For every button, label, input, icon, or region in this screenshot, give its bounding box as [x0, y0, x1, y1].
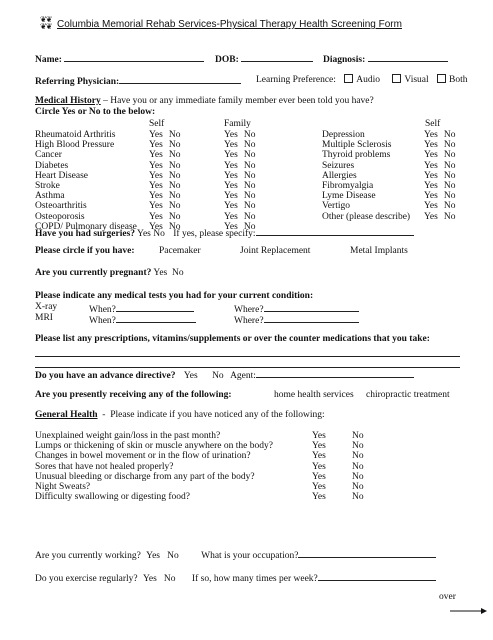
- pacemaker-option[interactable]: Pacemaker: [159, 246, 201, 256]
- yes-option[interactable]: Yes: [149, 211, 163, 222]
- yes-option[interactable]: Yes: [149, 140, 163, 151]
- no-option[interactable]: No: [443, 170, 456, 181]
- no-option[interactable]: No: [243, 150, 256, 161]
- condition-label: Rheumatoid Arthritis: [35, 130, 116, 140]
- condition-label: COPD/ Pulmonary disease: [35, 221, 137, 232]
- condition-label: Cancer: [35, 150, 62, 161]
- no-option[interactable]: No: [168, 160, 181, 171]
- yes-option[interactable]: Yes: [149, 201, 163, 212]
- general-no[interactable]: No: [352, 451, 364, 462]
- general-yes[interactable]: Yes: [312, 431, 326, 441]
- general-yes[interactable]: Yes: [312, 492, 326, 503]
- self-header-right: Self: [425, 119, 441, 129]
- general-question: Unusual bleeding or discharge from any part of the body?: [35, 471, 255, 482]
- yes-option[interactable]: Yes: [424, 130, 438, 140]
- general-question: Night Sweats?: [35, 481, 91, 492]
- arrow-right-icon: [448, 606, 488, 616]
- pregnant-row: Are you currently pregnant? Yes No: [35, 268, 184, 278]
- dob-field[interactable]: DOB:: [215, 52, 313, 65]
- general-no[interactable]: No: [352, 461, 364, 472]
- logo-mark: ❦❦ ❦❦: [40, 15, 52, 31]
- yes-option[interactable]: Yes: [149, 180, 163, 191]
- self-answers-left: [149, 130, 180, 232]
- condition-label: Other (please describe): [322, 211, 411, 222]
- no-option[interactable]: No: [443, 191, 456, 202]
- no-option[interactable]: No: [443, 201, 456, 212]
- yes-no-answer: [424, 150, 455, 160]
- yes-option[interactable]: Yes: [149, 191, 163, 202]
- no-option[interactable]: No: [168, 211, 181, 222]
- yes-option[interactable]: Yes: [149, 170, 163, 181]
- yes-option[interactable]: Yes: [149, 160, 163, 171]
- yes-option[interactable]: Yes: [149, 130, 163, 140]
- times-per-week-field[interactable]: [318, 571, 436, 581]
- yes-no-answer: [149, 181, 180, 191]
- general-no[interactable]: No: [352, 492, 364, 503]
- no-option[interactable]: No: [243, 130, 256, 140]
- diagnosis-field[interactable]: Diagnosis:: [323, 52, 448, 65]
- condition-label: Diabetes: [35, 160, 69, 171]
- yes-no-answer: [224, 181, 255, 191]
- yes-no-answer: [149, 171, 180, 181]
- general-question: Unexplained weight gain/loss in the past month?: [35, 431, 221, 441]
- yes-option[interactable]: Yes: [149, 221, 163, 232]
- yes-no-answer: [424, 212, 455, 222]
- yes-no-answer: [224, 212, 255, 222]
- yes-no-answer: [424, 140, 455, 150]
- general-question: Changes in bowel movement or in the flow of urination?: [35, 451, 251, 462]
- yes-option[interactable]: Yes: [424, 191, 438, 202]
- general-yes[interactable]: Yes: [312, 481, 326, 492]
- yes-no-answer: [149, 191, 180, 201]
- yes-no-answer: [424, 130, 455, 140]
- general-question: Lumps or thickening of skin or muscle anywhere on the body?: [35, 441, 273, 452]
- yes-option[interactable]: Yes: [424, 160, 438, 171]
- condition-label: Osteoarthritis: [35, 201, 87, 212]
- medications-label: Please list any prescriptions, vitamins/supplements or over the counter medications that you take:: [35, 334, 430, 344]
- no-option[interactable]: No: [168, 191, 181, 202]
- yes-option[interactable]: Yes: [224, 150, 238, 161]
- metal-implants-option[interactable]: Metal Implants: [350, 246, 408, 256]
- yes-no-answer: [149, 161, 180, 171]
- general-question: Difficulty swallowing or digesting food?: [35, 492, 190, 503]
- referring-physician-field[interactable]: Referring Physician:: [35, 74, 241, 87]
- no-option[interactable]: No: [243, 170, 256, 181]
- yes-no-answer: [149, 212, 180, 222]
- visual-checkbox[interactable]: [392, 74, 401, 83]
- learning-preference: Learning Preference: Audio Visual Both: [256, 75, 468, 85]
- condition-label: Heart Disease: [35, 170, 89, 181]
- yes-option[interactable]: Yes: [224, 170, 238, 181]
- surgeries-no[interactable]: No: [153, 229, 165, 239]
- no-option[interactable]: No: [243, 221, 256, 232]
- working-answer[interactable]: Yes No: [146, 551, 179, 561]
- xray-when-field[interactable]: When?: [89, 302, 194, 315]
- history-instruction: Circle Yes or No to the below:: [35, 107, 156, 117]
- surgeries-specify-field[interactable]: [256, 226, 414, 236]
- yes-no-answer: [424, 171, 455, 181]
- exercise-row: Do you exercise regularly? Yes No If so, how many times per week?: [35, 571, 436, 584]
- surgeries-yes[interactable]: Yes: [137, 229, 151, 239]
- condition-label: High Blood Pressure: [35, 140, 115, 151]
- medications-line[interactable]: [35, 356, 460, 357]
- no-option[interactable]: No: [243, 211, 256, 222]
- yes-option[interactable]: Yes: [424, 201, 438, 212]
- home-health-option[interactable]: home health services: [274, 390, 354, 400]
- yes-option[interactable]: Yes: [224, 180, 238, 191]
- yes-no-answer: [149, 201, 180, 211]
- no-option[interactable]: No: [443, 160, 456, 171]
- yes-no-answer: [424, 181, 455, 191]
- no-option[interactable]: No: [168, 221, 181, 232]
- medical-history-heading: Medical History – Have you or any immediate family member ever been told you have?: [35, 96, 374, 106]
- mri-label: MRI: [35, 313, 53, 323]
- no-option[interactable]: No: [243, 160, 256, 171]
- yes-no-answer: [224, 150, 255, 160]
- yes-option[interactable]: Yes: [424, 140, 438, 151]
- no-option[interactable]: No: [168, 201, 181, 212]
- advance-directive-row: Do you have an advance directive? Yes No Agent:: [35, 368, 414, 381]
- no-option[interactable]: No: [443, 130, 456, 140]
- general-yes[interactable]: Yes: [312, 471, 326, 482]
- xray-label: X-ray: [35, 302, 58, 312]
- self-answers-right: [424, 130, 455, 222]
- family-answers: [224, 130, 255, 232]
- chiropractic-option[interactable]: chiropractic treatment: [366, 390, 450, 400]
- general-no[interactable]: No: [352, 471, 364, 482]
- condition-label: Thyroid problems: [322, 150, 391, 161]
- no-option[interactable]: No: [243, 201, 256, 212]
- both-checkbox[interactable]: [437, 74, 446, 83]
- condition-label: Multiple Sclerosis: [322, 140, 392, 151]
- yes-no-answer: [224, 171, 255, 181]
- yes-no-answer: [224, 191, 255, 201]
- general-yes[interactable]: Yes: [312, 461, 326, 472]
- general-no-column: [352, 431, 364, 502]
- no-option[interactable]: No: [168, 170, 181, 181]
- no-option[interactable]: No: [443, 140, 456, 151]
- yes-no-answer: [424, 161, 455, 171]
- condition-label: Depression: [322, 130, 365, 140]
- surgeries-row: Have you had surgeries? Yes No If yes, please specify:: [35, 226, 414, 239]
- yes-option[interactable]: Yes: [224, 130, 238, 140]
- no-option[interactable]: No: [243, 180, 256, 191]
- yes-no-answer: [149, 140, 180, 150]
- directive-yes[interactable]: Yes: [183, 371, 198, 381]
- left-condition-list: [35, 130, 137, 232]
- yes-no-answer: [224, 201, 255, 211]
- joint-replacement-option[interactable]: Joint Replacement: [240, 246, 311, 256]
- directive-no[interactable]: No: [212, 371, 224, 381]
- yes-option[interactable]: Yes: [224, 160, 238, 171]
- condition-label: Allergies: [322, 170, 357, 181]
- condition-label: Osteoporosis: [35, 211, 85, 222]
- yes-option[interactable]: Yes: [424, 170, 438, 181]
- working-row: Are you currently working? Yes No What is your occupation?: [35, 548, 436, 561]
- no-option[interactable]: No: [243, 140, 256, 151]
- over-label: over: [439, 592, 456, 602]
- mri-where-field[interactable]: Where?: [234, 313, 359, 326]
- right-condition-list: [322, 130, 410, 222]
- no-option[interactable]: No: [443, 150, 456, 161]
- yes-no-answer: [224, 130, 255, 140]
- yes-option[interactable]: Yes: [224, 221, 238, 232]
- condition-label: Vertigo: [322, 201, 350, 212]
- yes-no-answer: [224, 161, 255, 171]
- yes-option[interactable]: Yes: [424, 150, 438, 161]
- condition-label: Lyme Disease: [322, 191, 376, 202]
- audio-checkbox[interactable]: [344, 74, 353, 83]
- mri-when-field[interactable]: When?: [89, 313, 196, 326]
- condition-label: Asthma: [35, 191, 65, 202]
- name-field[interactable]: Name:: [35, 52, 204, 65]
- no-option[interactable]: No: [168, 130, 181, 140]
- general-yes[interactable]: Yes: [312, 451, 326, 462]
- general-no[interactable]: No: [352, 431, 364, 441]
- yes-option[interactable]: Yes: [224, 140, 238, 151]
- general-question-list: [35, 431, 273, 502]
- yes-option[interactable]: Yes: [224, 211, 238, 222]
- yes-no-answer: [424, 201, 455, 211]
- no-option[interactable]: No: [168, 180, 181, 191]
- yes-option[interactable]: Yes: [424, 180, 438, 191]
- exercise-answer[interactable]: Yes No: [142, 574, 176, 584]
- general-health-heading: General Health - Please indicate if you have noticed any of the following:: [35, 410, 325, 420]
- no-option[interactable]: No: [443, 211, 456, 222]
- condition-label: Seizures: [322, 160, 355, 171]
- tests-label: Please indicate any medical tests you had for your current condition:: [35, 291, 314, 301]
- yes-option[interactable]: Yes: [224, 201, 238, 212]
- occupation-field[interactable]: [298, 548, 436, 558]
- no-option[interactable]: No: [168, 150, 181, 161]
- general-no[interactable]: No: [352, 441, 364, 452]
- condition-label: Fibromyalgia: [322, 180, 374, 191]
- family-header: Family: [224, 119, 251, 129]
- yes-no-answer: [424, 191, 455, 201]
- yes-option[interactable]: Yes: [149, 150, 163, 161]
- agent-field[interactable]: [256, 368, 414, 378]
- no-option[interactable]: No: [443, 180, 456, 191]
- general-no[interactable]: No: [352, 481, 364, 492]
- form-title: Columbia Memorial Rehab Services-Physical Therapy Health Screening Form: [57, 19, 402, 30]
- yes-option[interactable]: Yes: [224, 191, 238, 202]
- no-option[interactable]: No: [243, 191, 256, 202]
- pregnant-answer[interactable]: Yes No: [153, 268, 184, 278]
- general-yes[interactable]: Yes: [312, 441, 326, 452]
- receiving-label: Are you presently receiving any of the following:: [35, 390, 232, 400]
- yes-no-answer: [224, 140, 255, 150]
- general-yes-column: [312, 431, 326, 502]
- implants-label: Please circle if you have:: [35, 246, 135, 256]
- general-question: Sores that have not healed properly?: [35, 461, 174, 472]
- yes-no-answer: [149, 130, 180, 140]
- yes-option[interactable]: Yes: [424, 211, 438, 222]
- yes-no-answer: [149, 150, 180, 160]
- self-header: Self: [149, 119, 165, 129]
- xray-where-field[interactable]: Where?: [234, 302, 359, 315]
- condition-label: Stroke: [35, 180, 60, 191]
- no-option[interactable]: No: [168, 140, 181, 151]
